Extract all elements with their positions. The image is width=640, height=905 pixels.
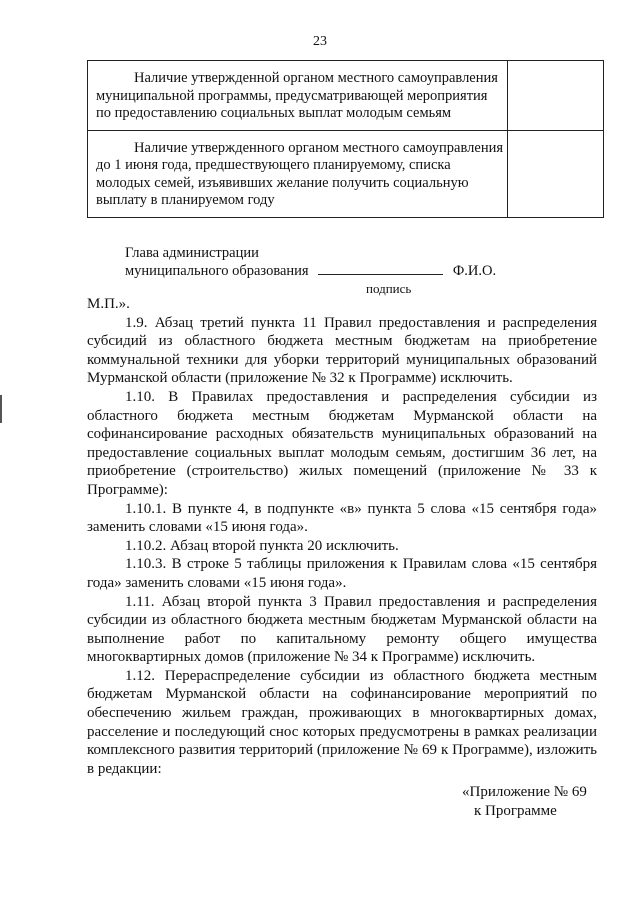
criterion-text: Наличие утвержденной органом местного самоуправления муниципальной программы, предусматривающей мероприятия по предоставлению социальных выплат молодым семьям: [96, 70, 498, 121]
page-number: 23: [313, 34, 327, 49]
signature-block: [125, 244, 496, 298]
annex-reference: к Программе: [474, 803, 557, 819]
signature-blank: [318, 262, 443, 275]
paragraph-1-10: 1.10. В Правилах предоставления и распределения субсидии из областного бюджета местным бюджетам Мурманской области на софинансирование расходных обязательств муниципальных образований на предоставление социальных выплат молодым семьям, достигшим 36 лет, на приобретение (строительство) жилых помещений (приложение № 33 к Программе):: [87, 388, 597, 498]
signature-caption: подпись: [366, 281, 412, 296]
criterion-text: Наличие утвержденного органом местного самоуправления до 1 июня года, предшествующего планируемому, списка молодых семей, изъявивших желание получить социальную выплату в планируемом году: [96, 139, 504, 208]
signature-title: Глава администрации: [125, 245, 259, 261]
paragraph-1-12: 1.12. Перераспределение субсидии из областного бюджета местным бюджетам Мурманской области на софинансирование мероприятий по обеспечению жильем граждан, проживающих в многоквартирных домах, расселение и последующий снос которых предусмотрены в рамках реализации комплексного развития территорий (приложение № 69 к Программе), изложить в редакции:: [87, 667, 597, 777]
stamp-place: М.П.».: [87, 296, 130, 312]
paragraph-1-10-2: 1.10.2. Абзац второй пункта 20 исключить.: [125, 537, 399, 554]
table-row: [88, 61, 604, 131]
table-cell-criterion: [88, 61, 508, 131]
paragraph-1-10-3: 1.10.3. В строке 5 таблицы приложения к Правилам слова «15 сентября года» заменить словами «15 июня года».: [87, 556, 597, 591]
table-cell-criterion: [88, 130, 508, 217]
criteria-table: [87, 60, 604, 218]
table-row: [88, 130, 604, 217]
paragraph-1-10-1: 1.10.1. В пункте 4, в подпункте «в» пункта 5 слова «15 сентября года» заменить словами «15 июня года».: [87, 500, 597, 536]
paragraph-1-9: 1.9. Абзац третий пункта 11 Правил предоставления и распределения субсидий из областного бюджета местным бюджетам на приобретение коммунальной техники для уборки территорий муниципальных образований Мурманской области (приложение № 32 к Программе) исключить.: [87, 314, 597, 387]
paragraph-1-11: 1.11. Абзац второй пункта 3 Правил предоставления и распределения субсидии из областного бюджета местным бюджетам Мурманской области на выполнение работ по капитальному ремонту общего имущества многоквартирных домов (приложение № 34 к Программе) исключить.: [87, 593, 597, 666]
scan-artifact: [0, 395, 2, 423]
document-body: [87, 295, 597, 778]
annex-heading: [462, 783, 587, 821]
signature-fio: Ф.И.О.: [452, 263, 497, 279]
signature-line: [125, 262, 496, 280]
signature-org: муниципального образования: [125, 263, 309, 279]
table-cell-mark: [508, 61, 604, 131]
annex-number: «Приложение № 69: [462, 784, 587, 800]
table-cell-mark: [508, 130, 604, 217]
